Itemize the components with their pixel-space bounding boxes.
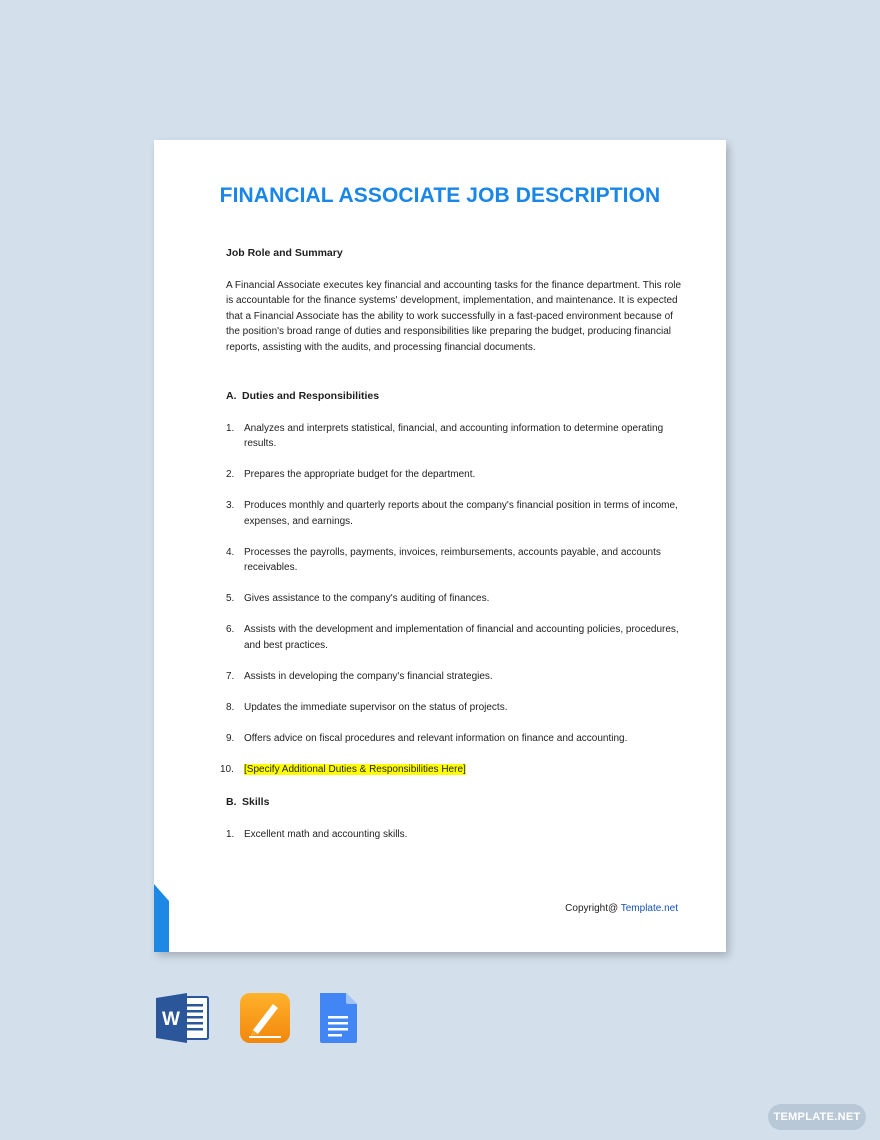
item-text: Processes the payrolls, payments, invoices, reimbursements, accounts payable, and accounts receivables.: [244, 546, 661, 573]
item-text: Analyzes and interprets statistical, financial, and accounting information to determine operating results.: [244, 422, 664, 449]
role-summary: A Financial Associate executes key financial and accounting tasks for the finance department. This role is accountable for the finance systems' development, implementation, and maintenance. It is expected that a Financial Associate has the ability to work successfully in a fast-paced environment because of the position's broad range of duties and responsibilities like preparing the budget, producing financial reports, assisting with the audits, and processing financial documents.: [226, 279, 682, 353]
item-number: 10.: [220, 763, 234, 775]
copyright-prefix: Copyright@: [565, 903, 619, 914]
list-item: [226, 622, 682, 653]
list-item: [226, 467, 682, 483]
document-body: [220, 246, 682, 858]
duties-title: Duties and Responsibilities: [242, 390, 380, 402]
item-number: 9.: [226, 732, 235, 744]
item-number: 1.: [226, 828, 235, 840]
list-item: [226, 545, 682, 576]
item-number: 1.: [226, 422, 235, 434]
role-heading: Job Role and Summary: [226, 247, 343, 259]
item-number: 6.: [226, 624, 235, 635]
placeholder-highlight: [Specify Additional Duties & Responsibilities Here]: [244, 763, 466, 775]
list-item: [226, 827, 682, 843]
item-number: 7.: [226, 670, 235, 682]
list-item: [226, 700, 682, 716]
svg-text:W: W: [162, 1009, 180, 1030]
skills-heading: [226, 795, 682, 811]
template-net-badge[interactable]: TEMPLATE.NET: [768, 1104, 866, 1130]
item-text: Assists with the development and implementation of financial and accounting policies, procedures, and best practices.: [244, 624, 679, 651]
list-item: [226, 421, 682, 452]
item-text: Assists in developing the company's financial strategies.: [244, 670, 493, 682]
list-item: [226, 669, 682, 685]
skills-list: [226, 827, 682, 843]
document-page: [154, 140, 726, 952]
skills-title: Skills: [242, 796, 270, 808]
page-corner-accent: [154, 884, 169, 952]
list-item: [226, 731, 682, 747]
skills-letter: B.: [226, 796, 237, 808]
item-text: Excellent math and accounting skills.: [244, 828, 408, 840]
pages-icon[interactable]: [239, 992, 291, 1049]
item-text: Prepares the appropriate budget for the department.: [244, 469, 476, 480]
item-text: Offers advice on fiscal procedures and relevant information on finance and accounting.: [244, 732, 628, 744]
duties-heading: [226, 389, 682, 405]
document-title: FINANCIAL ASSOCIATE JOB DESCRIPTION: [219, 184, 661, 207]
item-number: 8.: [226, 701, 235, 713]
item-number: 2.: [226, 469, 235, 480]
item-text: Produces monthly and quarterly reports about the company's financial position in terms of income, expenses, and earnings.: [244, 500, 678, 527]
list-item: [226, 498, 682, 529]
google-docs-icon[interactable]: [318, 992, 358, 1049]
list-item: [226, 591, 682, 607]
word-icon[interactable]: [156, 992, 210, 1049]
copyright-link[interactable]: Template.net: [620, 903, 678, 914]
duties-list: [220, 421, 682, 778]
list-item: [220, 762, 682, 778]
copyright-notice: [565, 903, 678, 914]
item-text: Gives assistance to the company's auditing of finances.: [244, 593, 490, 604]
item-number: 3.: [226, 500, 235, 511]
item-text: Updates the immediate supervisor on the status of projects.: [244, 701, 508, 713]
item-number: 4.: [226, 546, 235, 558]
duties-letter: A.: [226, 390, 237, 402]
item-number: 5.: [226, 593, 235, 604]
